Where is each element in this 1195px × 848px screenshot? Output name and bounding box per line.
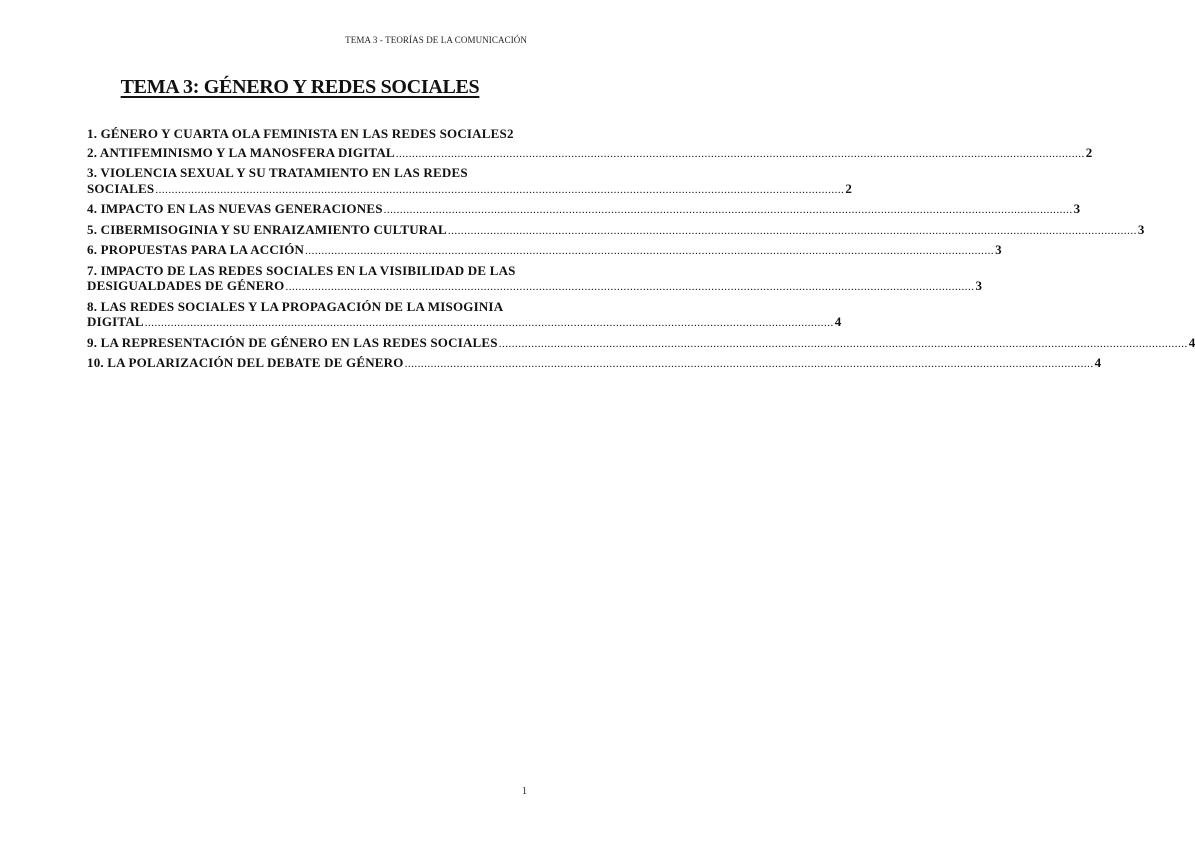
running-header: TEMA 3 - TEORÍAS DE LA COMUNICACIÓN bbox=[345, 35, 527, 45]
page-number: 1 bbox=[522, 786, 527, 797]
toc-entry-page: 3 bbox=[975, 278, 983, 293]
toc-leader-dots bbox=[499, 337, 1188, 353]
toc-entry-text: 2. ANTIFEMINISMO Y LA MANOSFERA DIGITAL bbox=[87, 144, 395, 160]
toc-leader-dots bbox=[448, 224, 1137, 240]
toc-entry-page: 2 bbox=[845, 180, 853, 196]
toc-entry-2[interactable] bbox=[87, 144, 1093, 163]
document-title: TEMA 3: GÉNERO Y REDES SOCIALES bbox=[120, 76, 480, 98]
toc-entry-text-line1: 3. VIOLENCIA SEXUAL Y SU TRATAMIENTO EN LAS REDES bbox=[87, 165, 468, 180]
toc-entry-text-line1: 7. IMPACTO DE LAS REDES SOCIALES EN LA VISIBILIDAD DE LAS bbox=[87, 262, 516, 278]
toc-entry-3[interactable] bbox=[87, 165, 853, 198]
toc-entry-text: 10. LA POLARIZACIÓN DEL DEBATE DE GÉNERO bbox=[87, 355, 404, 370]
toc-entry-text-line1: 8. LAS REDES SOCIALES Y LA PROPAGACIÓN DE LA MISOGINIA bbox=[87, 298, 504, 314]
toc-entry-page: 3 bbox=[1073, 201, 1081, 216]
toc-entry-page: 4 bbox=[1188, 334, 1195, 350]
toc-entry-page: 2 bbox=[506, 126, 514, 141]
toc-entry-page: 4 bbox=[1094, 355, 1102, 370]
toc-leader-dots bbox=[285, 280, 974, 296]
toc-entry-9[interactable] bbox=[87, 334, 1195, 353]
toc-leader-dots bbox=[384, 203, 1073, 219]
toc-leader-dots bbox=[396, 147, 1085, 163]
toc-entry-5[interactable] bbox=[87, 221, 1145, 240]
toc-entry-6[interactable] bbox=[87, 242, 1002, 260]
toc-entry-page: 3 bbox=[995, 242, 1002, 257]
toc-entry-text: 4. IMPACTO EN LAS NUEVAS GENERACIONES bbox=[87, 201, 383, 216]
toc-leader-dots bbox=[305, 244, 994, 260]
toc-entry-4[interactable] bbox=[87, 201, 1081, 219]
toc-entry-page: 3 bbox=[1137, 221, 1145, 237]
toc-entry-text: 6. PROPUESTAS PARA LA ACCIÓN bbox=[87, 242, 305, 257]
toc-entry-page: 4 bbox=[834, 314, 842, 329]
table-of-contents bbox=[87, 126, 1195, 376]
toc-entry-8[interactable] bbox=[87, 298, 842, 332]
toc-entry-text: DESIGUALDADES DE GÉNERO bbox=[87, 278, 285, 293]
toc-entry-text: 9. LA REPRESENTACIÓN DE GÉNERO EN LAS REDES SOCIALES bbox=[87, 334, 498, 350]
toc-leader-dots bbox=[405, 357, 1094, 373]
toc-entry-text: 1. GÉNERO Y CUARTA OLA FEMINISTA EN LAS REDES SOCIALES bbox=[87, 126, 507, 141]
toc-entry-1[interactable] bbox=[87, 126, 527, 142]
toc-entry-text: DIGITAL bbox=[87, 314, 144, 329]
toc-entry-page: 2 bbox=[1085, 144, 1093, 160]
toc-entry-text: SOCIALES bbox=[87, 180, 155, 196]
toc-leader-dots bbox=[155, 183, 844, 199]
toc-entry-text: 5. CIBERMISOGINIA Y SU ENRAIZAMIENTO CULTURAL bbox=[87, 221, 447, 237]
toc-entry-7[interactable] bbox=[87, 262, 983, 296]
toc-entry-10[interactable] bbox=[87, 355, 1102, 373]
toc-leader-dots bbox=[145, 316, 834, 332]
